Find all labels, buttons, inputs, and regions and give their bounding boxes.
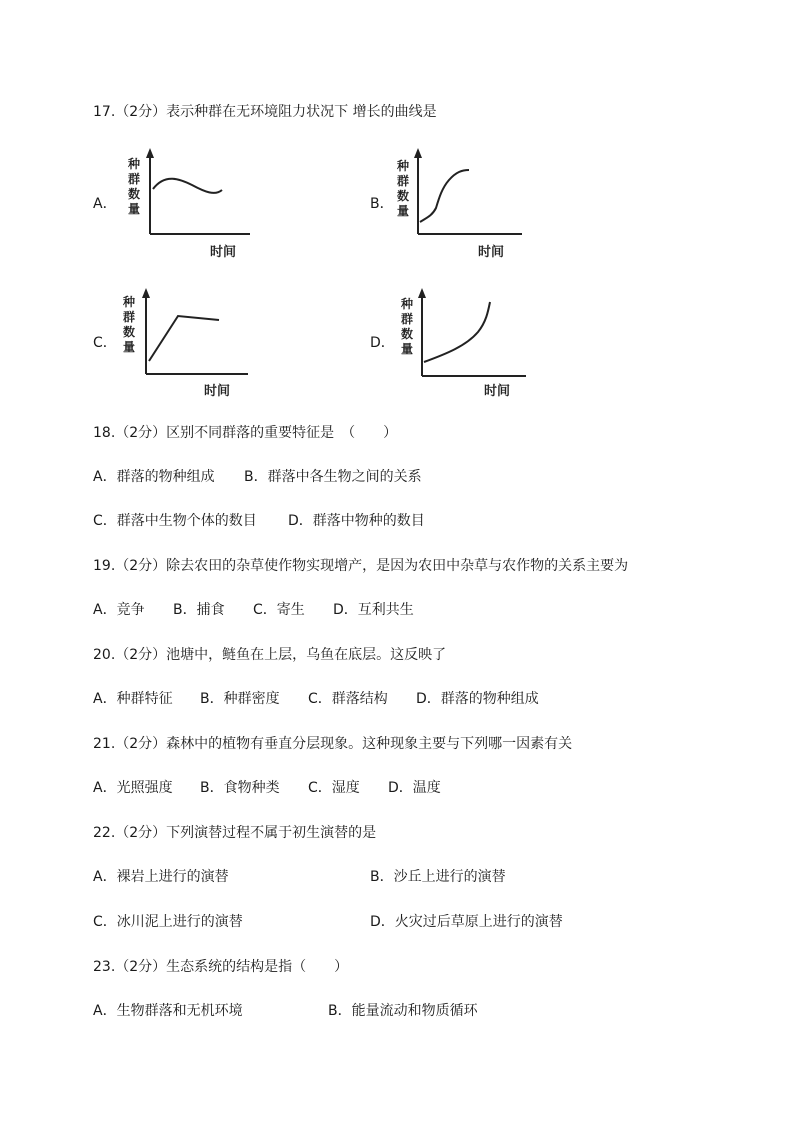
q17-c-xlabel: 时间: [204, 384, 231, 399]
q17-c-ylabel-2: 群: [123, 310, 136, 324]
q17-a-ylabel-3: 数: [128, 187, 141, 201]
q17-a-xlabel: 时间: [210, 245, 237, 260]
q17-option-a-letter: A．: [93, 196, 117, 212]
q17-b-xlabel: 时间: [478, 245, 505, 260]
q17-c-ylabel-4: 量: [123, 340, 136, 354]
q19-option-c: C．寄生: [253, 602, 305, 618]
q17-b-ylabel-4: 量: [397, 204, 410, 218]
q17-option-b-letter: B．: [370, 196, 394, 212]
q18-option-c: C．群落中生物个体的数目: [93, 513, 257, 529]
q22-option-c: C．冰川泥上进行的演替: [93, 914, 243, 930]
q23-option-b: B．能量流动和物质循环: [328, 1003, 478, 1019]
q22-option-d: D．火灾过后草原上进行的演替: [370, 914, 563, 930]
q21-option-d: D．温度: [388, 780, 441, 796]
q23-stem: 23.（2分）生态系统的结构是指（ ）: [93, 959, 349, 975]
q17-b-ylabel-2: 群: [397, 174, 410, 188]
q17-c-ylabel-1: 种: [123, 295, 136, 309]
q21-option-c: C．湿度: [308, 780, 360, 796]
q17-option-d-letter: D．: [370, 335, 395, 351]
q17-b-ylabel-1: 种: [397, 159, 410, 173]
q17-stem: 17.（2分）表示种群在无环境阻力状况下 增长的曲线是: [93, 104, 437, 120]
q20-option-c: C．群落结构: [308, 691, 388, 707]
q22-option-a: A．裸岩上进行的演替: [93, 869, 229, 885]
q17-graph-b: [392, 146, 532, 261]
q21-option-a: A．光照强度: [93, 780, 173, 796]
q17-b-ylabel-3: 数: [397, 189, 410, 203]
q22-option-b: B．沙丘上进行的演替: [370, 869, 506, 885]
q19-option-d: D．互利共生: [333, 602, 414, 618]
q17-d-ylabel-3: 数: [401, 327, 414, 341]
q21-stem: 21.（2分）森林中的植物有垂直分层现象。这种现象主要与下列哪一因素有关: [93, 736, 573, 752]
q18-stem: 18.（2分）区别不同群落的重要特征是 （ ）: [93, 425, 398, 441]
q17-d-ylabel-1: 种: [401, 297, 414, 311]
q17-graph-d: [396, 284, 536, 399]
q17-graph-c: [118, 284, 258, 399]
q19-option-b: B．捕食: [173, 602, 225, 618]
q18-option-d: D．群落中物种的数目: [288, 513, 425, 529]
q23-option-a: A．生物群落和无机环境: [93, 1003, 243, 1019]
q18-option-a: A．群落的物种组成: [93, 469, 215, 485]
q20-stem: 20.（2分）池塘中，鲢鱼在上层，乌鱼在底层。这反映了: [93, 647, 447, 663]
q17-d-ylabel-4: 量: [401, 342, 414, 356]
q17-d-ylabel-2: 群: [401, 312, 414, 326]
q20-option-b: B．种群密度: [200, 691, 280, 707]
q17-option-c-letter: C．: [93, 335, 117, 351]
q17-a-ylabel-1: 种: [128, 157, 141, 171]
q18-option-b: B．群落中各生物之间的关系: [244, 469, 422, 485]
q19-option-a: A．竞争: [93, 602, 145, 618]
q21-option-b: B．食物种类: [200, 780, 280, 796]
q17-a-ylabel-2: 群: [128, 172, 141, 186]
q22-stem: 22.（2分）下列演替过程不属于初生演替的是: [93, 825, 377, 841]
q17-graph-a: [120, 146, 260, 261]
q20-option-a: A．种群特征: [93, 691, 173, 707]
q19-stem: 19.（2分）除去农田的杂草使作物实现增产，是因为农田中杂草与农作物的关系主要为: [93, 558, 629, 574]
q20-option-d: D．群落的物种组成: [416, 691, 539, 707]
q17-a-ylabel-4: 量: [128, 202, 141, 216]
q17-d-xlabel: 时间: [484, 384, 511, 399]
q17-c-ylabel-3: 数: [123, 325, 136, 339]
